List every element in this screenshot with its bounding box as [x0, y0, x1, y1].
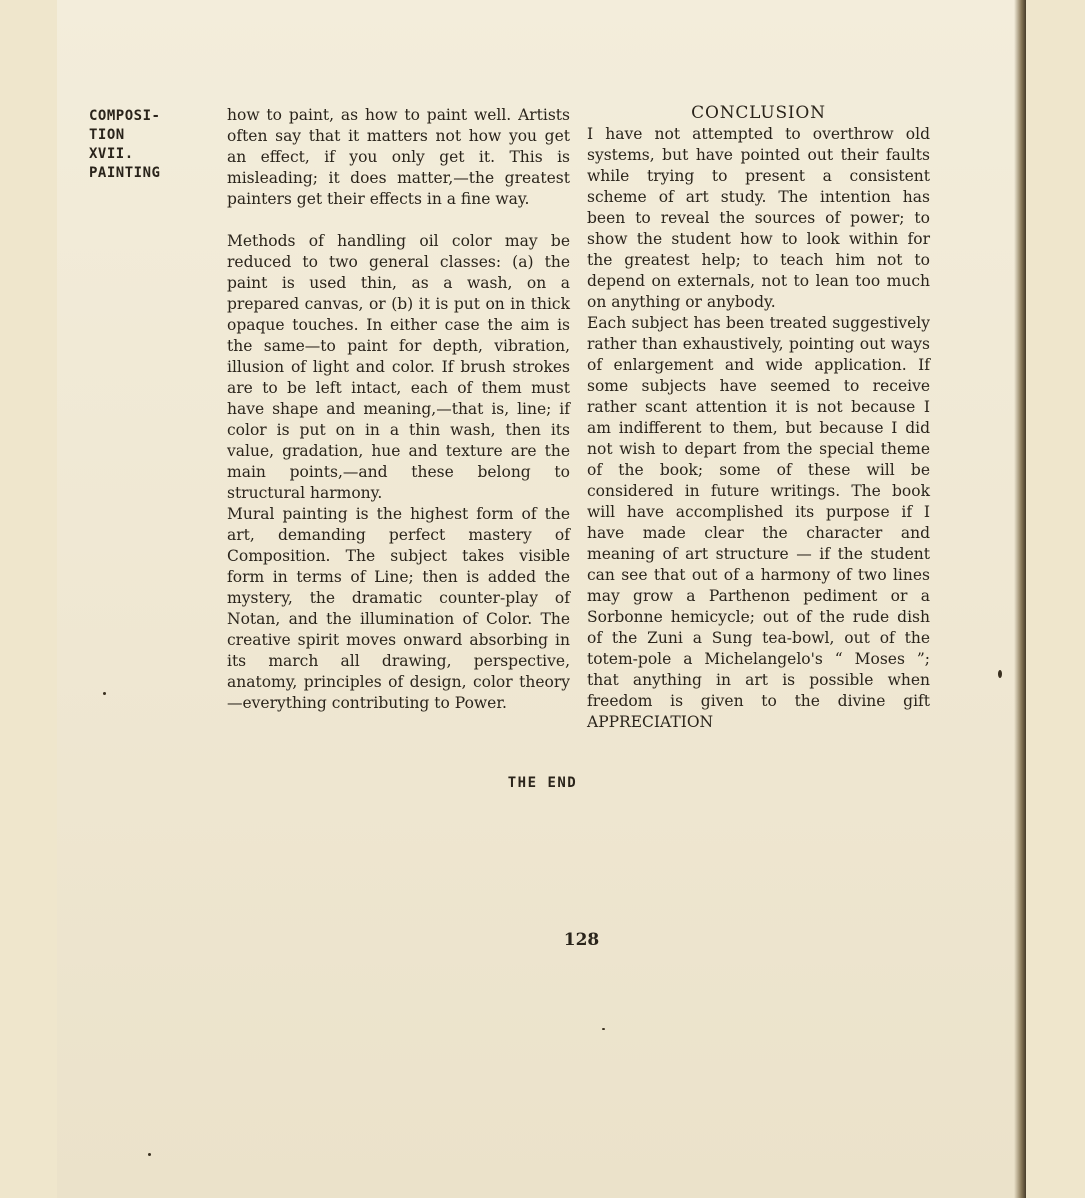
the-end-marker: THE END: [507, 775, 578, 791]
paper-speck: [148, 1153, 151, 1156]
paragraph: Mural painting is the highest form of the art, demanding perfect mastery of Composition. The subject takes visible form in terms of Line; then is added the mystery, the dramatic counter-play of Notan, and the illumination of Color. The creative spirit moves onward absorbing in its march all drawing, perspective, anatomy, principles of design, color theory —everything contributing to Power.: [227, 505, 570, 712]
page-number: 128: [563, 930, 600, 950]
paper-speck: [998, 670, 1002, 678]
sidenote-line: XVII.: [89, 146, 134, 162]
paragraph: how to paint, as how to paint well. Artists often say that it matters not how you get an effect, if you only get it. This is misleading; it does matter,—the greatest painters get their effects in a fine way.: [227, 106, 570, 208]
paper-speck: [103, 692, 106, 695]
paper-speck: [602, 1028, 605, 1030]
sidenote-line: COMPOSI-: [89, 108, 161, 124]
marginal-sidenote: [89, 107, 199, 183]
right-text-column: [587, 103, 930, 733]
paragraph: Each subject has been treated suggestively rather than exhaustively, pointing out ways of enlargement and wide application. If some subjects have seemed to receive rather scant attention it is not because I am indifferent to them, but because I did not wish to depart from the special theme of the book; some of these will be considered in future writings. The book will have accomplished its purpose if I have made clear the character and meaning of art structure — if the student can see that out of a harmony of two lines may grow a Parthenon pediment or a Sorbonne hemicycle; out of the rude dish of the Zuni a Sung tea-bowl, out of the totem-pole a Michelangelo's “ Moses ”; that anything in art is possible when freedom is given to the divine gift APPRECIATION: [587, 314, 930, 731]
scan-margin-left: [0, 0, 57, 1198]
sidenote-line: PAINTING: [89, 165, 161, 181]
scan-margin-right: [1026, 0, 1085, 1198]
paragraph: Methods of handling oil color may be reduced to two general classes: (a) the paint is used thin, as a wash, on a prepared canvas, or (b) it is put on in thick opaque touches. In either case the aim is the same—to paint for depth, vibration, illusion of light and color. If brush strokes are to be left intact, each of them must have shape and meaning,—that is, line; if color is put on in a thin wash, then its value, gradation, hue and texture are the main points,—and these belong to structural harmony.: [227, 232, 570, 502]
section-heading: CONCLUSION: [691, 103, 826, 123]
left-text-column: [227, 105, 570, 714]
sidenote-line: TION: [89, 127, 125, 143]
paragraph: I have not attempted to overthrow old systems, but have pointed out their faults while trying to present a consistent scheme of art study. The intention has been to reveal the sources of power; to show the student how to look within for the greatest help; to teach him not to depend on externals, not to lean too much on anything or anybody.: [587, 125, 930, 311]
